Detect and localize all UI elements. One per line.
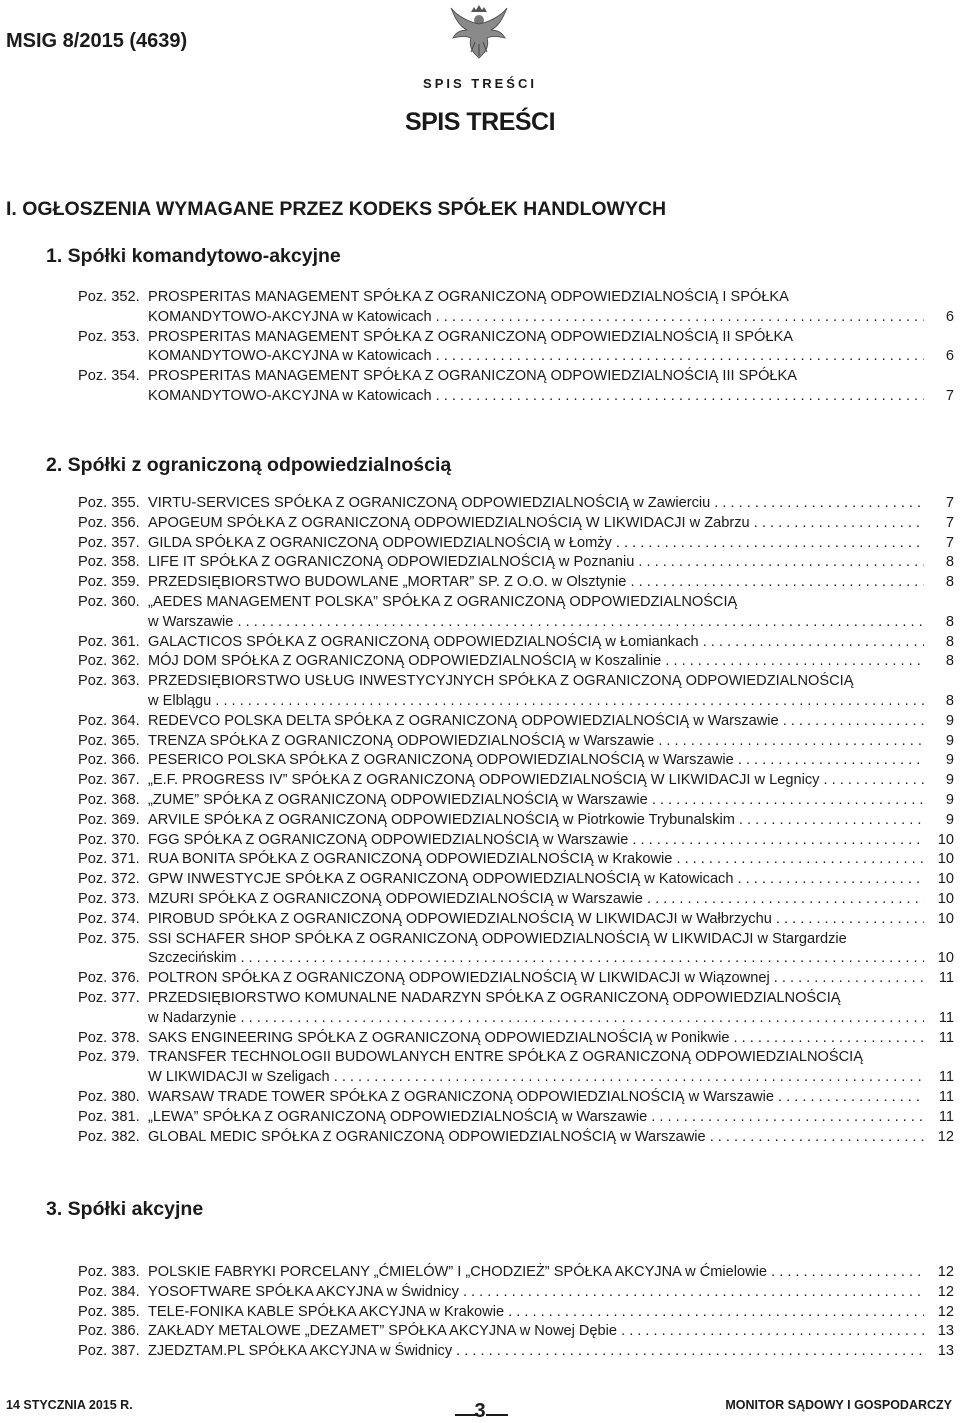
entry-number: Poz. 367. bbox=[78, 772, 140, 789]
toc-entry[interactable] bbox=[0, 1108, 960, 1128]
toc-entry[interactable] bbox=[0, 672, 960, 692]
entry-page: 7 bbox=[945, 495, 954, 511]
entry-title: „ZUME” SPÓŁKA Z OGRANICZONĄ ODPOWIEDZIALNOŚCIĄ w Warszawie . . . bbox=[148, 791, 924, 811]
running-title: SPIS TREŚCI bbox=[423, 76, 537, 91]
entry-title: TRANSFER TECHNOLOGII BUDOWLANYCH ENTRE SPÓŁKA Z OGRANICZONĄ ODPOWIEDZIALNOŚCIĄ bbox=[148, 1049, 863, 1066]
entry-number: Poz. 386. bbox=[78, 1323, 140, 1340]
toc-entry-cont[interactable] bbox=[0, 1068, 960, 1088]
entry-page: 12 bbox=[937, 1264, 954, 1280]
entry-number: Poz. 357. bbox=[78, 534, 140, 551]
toc-entry-cont[interactable] bbox=[0, 1009, 960, 1029]
entry-title: GPW INWESTYCJE SPÓŁKA Z OGRANICZONĄ ODPOWIEDZIALNOŚCIĄ w Katowicach . . . bbox=[148, 870, 924, 890]
entry-title: PRZEDSIĘBIORSTWO BUDOWLANE „MORTAR” SP. Z O.O. w Olsztynie . . . bbox=[148, 573, 924, 593]
entry-page: 11 bbox=[938, 1069, 954, 1086]
entry-number: Poz. 378. bbox=[78, 1029, 140, 1046]
footer-dash-right bbox=[486, 1414, 508, 1416]
entry-page: 9 bbox=[945, 811, 954, 828]
section-heading: 1. Spółki komandytowo-akcyjne bbox=[46, 245, 341, 267]
entry-number: Poz. 356. bbox=[78, 514, 140, 531]
entry-number: Poz. 377. bbox=[78, 989, 140, 1006]
toc-entry[interactable] bbox=[0, 969, 960, 989]
entry-number: Poz. 385. bbox=[78, 1303, 140, 1320]
entry-title: WARSAW TRADE TOWER SPÓŁKA Z OGRANICZONĄ ODPOWIEDZIALNOŚCIĄ w Warszawie . . . bbox=[148, 1088, 924, 1108]
entry-page: 8 bbox=[945, 613, 954, 630]
entry-title: ZAKŁADY METALOWE „DEZAMET” SPÓŁKA AKCYJNA w Nowej Dębie . . . bbox=[148, 1322, 924, 1342]
entry-title: POLSKIE FABRYKI PORCELANY „ĆMIELÓW” I „CHODZIEŻ” SPÓŁKA AKCYJNA w Ćmielowie . . . bbox=[148, 1263, 924, 1283]
toc-entry[interactable] bbox=[0, 1342, 960, 1362]
entry-page: 10 bbox=[937, 950, 954, 967]
entry-number: Poz. 384. bbox=[78, 1283, 140, 1300]
entry-title: GILDA SPÓŁKA Z OGRANICZONĄ ODPOWIEDZIALNOŚCIĄ w Łomży . . . bbox=[148, 534, 924, 554]
entry-title: KOMANDYTOWO-AKCYJNA w Katowicach . . . bbox=[148, 387, 924, 407]
entry-page: 10 bbox=[937, 871, 954, 888]
entry-title: „AEDES MANAGEMENT POLSKA” SPÓŁKA Z OGRANICZONĄ ODPOWIEDZIALNOŚCIĄ bbox=[148, 593, 738, 610]
entry-number: Poz. 365. bbox=[78, 732, 140, 749]
entry-title: GALACTICOS SPÓŁKA Z OGRANICZONĄ ODPOWIEDZIALNOŚCIĄ w Łomiankach . . . bbox=[148, 633, 924, 653]
toc-entry[interactable] bbox=[0, 890, 960, 910]
toc-entry[interactable] bbox=[0, 989, 960, 1009]
issue-number: MSIG 8/2015 (4639) bbox=[6, 30, 188, 52]
entry-number: Poz. 359. bbox=[78, 574, 140, 591]
footer-page-number: 3 bbox=[474, 1400, 486, 1422]
entry-title: LIFE IT SPÓŁKA Z OGRANICZONĄ ODPOWIEDZIALNOŚCIĄ w Poznaniu . . . bbox=[148, 553, 924, 573]
entry-title: w Warszawie . . . bbox=[148, 613, 924, 633]
entry-number: Poz. 382. bbox=[78, 1128, 140, 1145]
entry-page: 6 bbox=[945, 308, 954, 325]
entry-page: 13 bbox=[937, 1343, 954, 1360]
toc-entry[interactable] bbox=[0, 1263, 960, 1283]
entry-title: „E.F. PROGRESS IV” SPÓŁKA Z OGRANICZONĄ ODPOWIEDZIALNOŚCIĄ W LIKWIDACJI w Legnicy . . . bbox=[148, 771, 924, 791]
toc-entry[interactable] bbox=[0, 811, 960, 831]
toc-entry[interactable] bbox=[0, 870, 960, 890]
toc-list bbox=[0, 1263, 960, 1362]
entry-title: POLTRON SPÓŁKA Z OGRANICZONĄ ODPOWIEDZIALNOŚCIĄ W LIKWIDACJI w Wiązownej . . . bbox=[148, 969, 924, 989]
section-heading: 2. Spółki z ograniczoną odpowiedzialnością bbox=[46, 454, 452, 476]
toc-entry[interactable] bbox=[0, 712, 960, 732]
entry-number: Poz. 360. bbox=[78, 593, 140, 610]
entry-title: TELE-FONIKA KABLE SPÓŁKA AKCYJNA w Krakowie . . . bbox=[148, 1303, 924, 1323]
entry-number: Poz. 363. bbox=[78, 673, 140, 690]
toc-list bbox=[0, 288, 960, 407]
toc-entry[interactable] bbox=[0, 593, 960, 613]
entry-page: 12 bbox=[937, 1128, 954, 1145]
entry-page: 13 bbox=[937, 1323, 954, 1340]
entry-number: Poz. 355. bbox=[78, 495, 140, 511]
entry-number: Poz. 383. bbox=[78, 1264, 140, 1280]
toc-entry[interactable] bbox=[0, 288, 960, 308]
toc-entry[interactable] bbox=[0, 1322, 960, 1342]
polish-eagle-emblem-icon bbox=[449, 2, 509, 60]
entry-page: 11 bbox=[938, 970, 954, 987]
page-title: SPIS TREŚCI bbox=[404, 108, 556, 136]
part-heading: I. OGŁOSZENIA WYMAGANE PRZEZ KODEKS SPÓŁEK HANDLOWYCH bbox=[6, 198, 667, 220]
toc-entry[interactable] bbox=[0, 514, 960, 534]
section-heading: 3. Spółki akcyjne bbox=[46, 1198, 204, 1220]
toc-entry-cont[interactable] bbox=[0, 692, 960, 712]
entry-title: REDEVCO POLSKA DELTA SPÓŁKA Z OGRANICZONĄ ODPOWIEDZIALNOŚCIĄ w Warszawie . . . bbox=[148, 712, 924, 732]
entry-number: Poz. 352. bbox=[78, 289, 140, 305]
entry-title: ARVILE SPÓŁKA Z OGRANICZONĄ ODPOWIEDZIALNOŚCIĄ w Piotrkowie Trybunalskim . . . bbox=[148, 811, 924, 831]
entry-page: 6 bbox=[945, 348, 954, 365]
toc-entry[interactable] bbox=[0, 930, 960, 950]
entry-title: PRZEDSIĘBIORSTWO KOMUNALNE NADARZYN SPÓŁKA Z OGRANICZONĄ ODPOWIEDZIALNOŚCIĄ bbox=[148, 989, 841, 1006]
entry-number: Poz. 364. bbox=[78, 712, 140, 729]
entry-number: Poz. 358. bbox=[78, 554, 140, 571]
entry-number: Poz. 368. bbox=[78, 791, 140, 808]
entry-page: 10 bbox=[937, 851, 954, 868]
toc-list bbox=[0, 494, 960, 1147]
entry-page: 7 bbox=[945, 387, 954, 404]
entry-page: 9 bbox=[945, 732, 954, 749]
entry-title: APOGEUM SPÓŁKA Z OGRANICZONĄ ODPOWIEDZIALNOŚCIĄ W LIKWIDACJI w Zabrzu . . . bbox=[148, 514, 924, 534]
entry-title: FGG SPÓŁKA Z OGRANICZONĄ ODPOWIEDZIALNOŚCIĄ w Warszawie . . . bbox=[148, 831, 924, 851]
entry-page: 11 bbox=[938, 1029, 954, 1046]
toc-entry[interactable] bbox=[0, 850, 960, 870]
entry-title: KOMANDYTOWO-AKCYJNA w Katowicach . . . bbox=[148, 308, 924, 328]
entry-title: w Elblągu . . . bbox=[148, 692, 924, 712]
toc-entry[interactable] bbox=[0, 1088, 960, 1108]
toc-entry-cont[interactable] bbox=[0, 613, 960, 633]
toc-entry[interactable] bbox=[0, 732, 960, 752]
entry-number: Poz. 354. bbox=[78, 368, 140, 385]
entry-title: SAKS ENGINEERING SPÓŁKA Z OGRANICZONĄ ODPOWIEDZIALNOŚCIĄ w Ponikwie . . . bbox=[148, 1029, 924, 1049]
toc-entry[interactable] bbox=[0, 771, 960, 791]
entry-title: PESERICO POLSKA SPÓŁKA Z OGRANICZONĄ ODPOWIEDZIALNOŚCIĄ w Warszawie . . . bbox=[148, 751, 924, 771]
toc-entry[interactable] bbox=[0, 1048, 960, 1068]
entry-number: Poz. 379. bbox=[78, 1049, 140, 1066]
toc-entry-cont[interactable] bbox=[0, 949, 960, 969]
toc-entry[interactable] bbox=[0, 1283, 960, 1303]
entry-page: 7 bbox=[945, 514, 954, 531]
entry-title: PROSPERITAS MANAGEMENT SPÓŁKA Z OGRANICZONĄ ODPOWIEDZIALNOŚCIĄ II SPÓŁKA bbox=[148, 328, 793, 345]
entry-page: 8 bbox=[945, 692, 954, 709]
entry-title: w Nadarzynie . . . bbox=[148, 1009, 924, 1029]
toc-entry[interactable] bbox=[0, 751, 960, 771]
footer-date: 14 STYCZNIA 2015 R. bbox=[6, 1398, 133, 1412]
toc-entry[interactable] bbox=[0, 534, 960, 554]
entry-number: Poz. 361. bbox=[78, 633, 140, 650]
entry-title: TRENZA SPÓŁKA Z OGRANICZONĄ ODPOWIEDZIALNOŚCIĄ w Warszawie . . . bbox=[148, 732, 924, 752]
entry-title: MÓJ DOM SPÓŁKA Z OGRANICZONĄ ODPOWIEDZIALNOŚCIĄ w Koszalinie . . . bbox=[148, 652, 924, 672]
entry-title: ZJEDZTAM.PL SPÓŁKA AKCYJNA w Świdnicy . . . bbox=[148, 1342, 924, 1362]
toc-entry[interactable] bbox=[0, 367, 960, 387]
toc-entry[interactable] bbox=[0, 791, 960, 811]
entry-number: Poz. 362. bbox=[78, 653, 140, 670]
entry-number: Poz. 369. bbox=[78, 811, 140, 828]
entry-title: W LIKWIDACJI w Szeligach . . . bbox=[148, 1068, 924, 1088]
entry-page: 11 bbox=[938, 1009, 954, 1026]
entry-number: Poz. 366. bbox=[78, 752, 140, 769]
entry-page: 8 bbox=[945, 653, 954, 670]
footer-publication: MONITOR SĄDOWY I GOSPODARCZY bbox=[725, 1398, 952, 1412]
entry-page: 10 bbox=[937, 910, 954, 927]
entry-number: Poz. 372. bbox=[78, 871, 140, 888]
entry-page: 9 bbox=[945, 791, 954, 808]
entry-page: 11 bbox=[938, 1108, 954, 1125]
entry-number: Poz. 380. bbox=[78, 1088, 140, 1105]
toc-entry[interactable] bbox=[0, 633, 960, 653]
entry-page: 12 bbox=[937, 1303, 954, 1320]
entry-title: „LEWA” SPÓŁKA Z OGRANICZONĄ ODPOWIEDZIALNOŚCIĄ w Warszawie . . . bbox=[148, 1108, 924, 1128]
entry-number: Poz. 373. bbox=[78, 890, 140, 907]
entry-page: 11 bbox=[938, 1088, 954, 1105]
toc-entry[interactable] bbox=[0, 910, 960, 930]
entry-number: Poz. 370. bbox=[78, 831, 140, 848]
entry-page: 10 bbox=[937, 831, 954, 848]
toc-entry-cont[interactable] bbox=[0, 308, 960, 328]
toc-entry[interactable] bbox=[0, 494, 960, 514]
toc-entry[interactable] bbox=[0, 328, 960, 348]
entry-page: 12 bbox=[937, 1283, 954, 1300]
entry-title: GLOBAL MEDIC SPÓŁKA Z OGRANICZONĄ ODPOWIEDZIALNOŚCIĄ w Warszawie . . . bbox=[148, 1128, 924, 1148]
entry-page: 9 bbox=[945, 712, 954, 729]
toc-entry[interactable] bbox=[0, 573, 960, 593]
entry-number: Poz. 353. bbox=[78, 328, 140, 345]
entry-number: Poz. 381. bbox=[78, 1108, 140, 1125]
entry-title: Szczecińskim . . . bbox=[148, 949, 924, 969]
entry-title: PROSPERITAS MANAGEMENT SPÓŁKA Z OGRANICZONĄ ODPOWIEDZIALNOŚCIĄ I SPÓŁKA bbox=[148, 289, 789, 305]
entry-title: RUA BONITA SPÓŁKA Z OGRANICZONĄ ODPOWIEDZIALNOŚCIĄ w Krakowie . . . bbox=[148, 850, 924, 870]
toc-entry[interactable] bbox=[0, 831, 960, 851]
entry-number: Poz. 375. bbox=[78, 930, 140, 947]
toc-entry[interactable] bbox=[0, 1128, 960, 1148]
toc-entry-cont[interactable] bbox=[0, 347, 960, 367]
entry-title: KOMANDYTOWO-AKCYJNA w Katowicach . . . bbox=[148, 347, 924, 367]
entry-title: PIROBUD SPÓŁKA Z OGRANICZONĄ ODPOWIEDZIALNOŚCIĄ W LIKWIDACJI w Wałbrzychu . . . bbox=[148, 910, 924, 930]
entry-number: Poz. 387. bbox=[78, 1343, 140, 1360]
entry-page: 8 bbox=[945, 633, 954, 650]
entry-number: Poz. 371. bbox=[78, 851, 140, 868]
entry-title: PROSPERITAS MANAGEMENT SPÓŁKA Z OGRANICZONĄ ODPOWIEDZIALNOŚCIĄ III SPÓŁKA bbox=[148, 368, 798, 385]
entry-title: VIRTU-SERVICES SPÓŁKA Z OGRANICZONĄ ODPOWIEDZIALNOŚCIĄ w Zawierciu . . . bbox=[148, 494, 924, 514]
entry-number: Poz. 376. bbox=[78, 970, 140, 987]
entry-title: YOSOFTWARE SPÓŁKA AKCYJNA w Świdnicy . . . bbox=[148, 1283, 924, 1303]
entry-title: SSI SCHAFER SHOP SPÓŁKA Z OGRANICZONĄ ODPOWIEDZIALNOŚCIĄ W LIKWIDACJI w Stargardzie bbox=[148, 930, 847, 947]
entry-page: 10 bbox=[937, 890, 954, 907]
toc-entry[interactable] bbox=[0, 553, 960, 573]
toc-entry[interactable] bbox=[0, 1303, 960, 1323]
entry-title: MZURI SPÓŁKA Z OGRANICZONĄ ODPOWIEDZIALNOŚCIĄ w Warszawie . . . bbox=[148, 890, 924, 910]
entry-title: PRZEDSIĘBIORSTWO USŁUG INWESTYCYJNYCH SPÓŁKA Z OGRANICZONĄ ODPOWIEDZIALNOŚCIĄ bbox=[148, 673, 854, 690]
toc-entry[interactable] bbox=[0, 1029, 960, 1049]
toc-entry[interactable] bbox=[0, 652, 960, 672]
entry-number: Poz. 374. bbox=[78, 910, 140, 927]
entry-page: 8 bbox=[945, 554, 954, 571]
entry-page: 9 bbox=[945, 752, 954, 769]
entry-page: 7 bbox=[945, 534, 954, 551]
toc-entry-cont[interactable] bbox=[0, 387, 960, 407]
entry-page: 8 bbox=[945, 574, 954, 591]
entry-page: 9 bbox=[945, 772, 954, 789]
